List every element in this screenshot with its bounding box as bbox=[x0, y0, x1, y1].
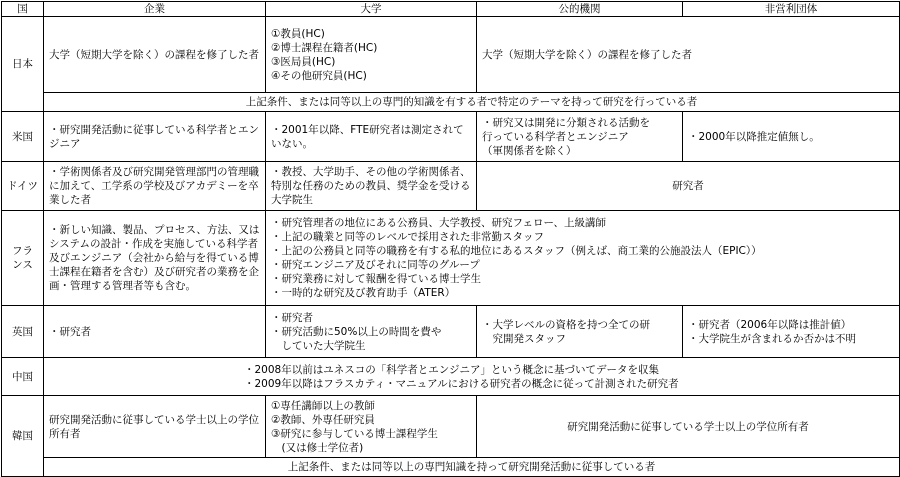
usa-public-line: 行っている科学者とエンジニア bbox=[482, 130, 629, 143]
row-uk bbox=[2, 306, 900, 358]
france-others-line: ・上記の職業と同等のレベルで採用された非常勤スタッフ bbox=[271, 231, 544, 243]
france-others-line: ・研究エンジニア及びそれに同等のグループ bbox=[271, 259, 480, 271]
country-korea: 韓国 bbox=[2, 396, 44, 477]
header-enterprise: 企業 bbox=[44, 2, 266, 17]
usa-public-line: ・研究又は開発に分類される活動を bbox=[482, 116, 650, 129]
france-others-line: ・研究管理者の地位にある公務員、大学教授、研究フェロー、上級講師 bbox=[271, 217, 607, 229]
japan-university-line: ①教員(HC) bbox=[271, 27, 325, 40]
uk-nonprofit bbox=[683, 306, 900, 358]
researcher-definition-table bbox=[1, 1, 900, 477]
country-france: フランス bbox=[2, 211, 44, 306]
row-china bbox=[2, 358, 900, 396]
uk-university-line: ・研究活動に50%以上の時間を費や bbox=[271, 325, 442, 338]
usa-public bbox=[477, 112, 683, 162]
uk-nonprofit-line: ・大学院生が含まれるか否かは不明 bbox=[688, 332, 856, 345]
usa-nonprofit: ・2000年以降推定値無し。 bbox=[683, 112, 900, 162]
country-germany: ドイツ bbox=[2, 162, 44, 211]
china-definition bbox=[44, 358, 900, 396]
france-others bbox=[266, 211, 900, 306]
country-japan: 日本 bbox=[2, 17, 44, 112]
korea-university bbox=[266, 396, 477, 458]
row-japan bbox=[2, 17, 900, 93]
japan-university-line: ④その他研究員(HC) bbox=[271, 69, 367, 82]
china-line: ・2008年以前はユネスコの「科学者とエンジニア」という概念に基づいてデータを収集 bbox=[244, 363, 659, 376]
france-others-line: ・研究業務に対して報酬を得ている博士学生 bbox=[271, 273, 481, 285]
korea-university-line: ③研究に参与している博士課程学生 bbox=[271, 427, 438, 440]
uk-public bbox=[477, 306, 683, 358]
japan-enterprise: 大学（短期大学を除く）の課程を修了した者 bbox=[44, 17, 266, 93]
usa-university: ・2001年以降、FTE研究者は測定されていない。 bbox=[266, 112, 477, 162]
germany-university: ・教授、大学助手、その他の学術関係者、特別な任務のための教員、奨学金を受ける大学院生 bbox=[266, 162, 477, 211]
germany-enterprise: ・学術関係者及び研究開発管理部門の管理職に加えて、工学系の学校及びアカデミーを卒業した者 bbox=[44, 162, 266, 211]
row-korea bbox=[2, 396, 900, 458]
korea-public-nonprofit: 研究開発活動に従事している学士以上の学位所有者 bbox=[477, 396, 900, 458]
header-nonprofit: 非営利団体 bbox=[683, 2, 900, 17]
china-line: ・2009年以降はフラスカティ・マニュアルにおける研究者の概念に従って計測された研究者 bbox=[244, 377, 679, 390]
header-university: 大学 bbox=[266, 2, 477, 17]
japan-university-line: ②博士課程在籍者(HC) bbox=[271, 41, 378, 54]
row-germany bbox=[2, 162, 900, 211]
japan-university bbox=[266, 17, 477, 93]
uk-public-line: ・大学レベルの資格を持つ全ての研 bbox=[482, 318, 650, 331]
header-country: 国 bbox=[2, 2, 44, 17]
korea-university-line: ②教師、外専任研究員 bbox=[271, 413, 375, 426]
row-france bbox=[2, 211, 900, 306]
usa-enterprise: ・研究開発活動に従事している科学者とエンジニア bbox=[44, 112, 266, 162]
row-usa bbox=[2, 112, 900, 162]
uk-university-line: ・研究者 bbox=[271, 311, 313, 324]
country-china: 中国 bbox=[2, 358, 44, 396]
japan-university-line: ③医局員(HC) bbox=[271, 55, 336, 68]
uk-public-line: 究開発スタッフ bbox=[482, 332, 566, 345]
france-others-line: ・一時的な研究及び教育助手（ATER） bbox=[271, 287, 456, 299]
uk-nonprofit-line: ・研究者（2006年以降は推計値） bbox=[688, 318, 852, 331]
korea-university-line: (又は修士学位者) bbox=[271, 441, 364, 454]
france-others-line: ・上記の公務員と同等の職務を有する私的地位にあるスタッフ（例えば、商工業的公施設法人（EPIC）） bbox=[271, 245, 762, 257]
researcher-definition-table-wrap bbox=[1, 1, 899, 473]
france-enterprise: ・新しい知識、製品、プロセス、方法、又はシステムの設計・作成を実施している科学者及びエンジニア（会社から給与を得ている博士課程在籍者を含む）及び研究者の業務を企画・管理する管理者等も含む。 bbox=[44, 211, 266, 306]
uk-enterprise: ・研究者 bbox=[44, 306, 266, 358]
japan-public-nonprofit: 大学（短期大学を除く）の課程を修了した者 bbox=[477, 17, 900, 93]
korea-footer: 上記条件、または同等以上の専門知識を持って研究開発活動に従事している者 bbox=[44, 458, 900, 477]
header-row bbox=[2, 2, 900, 17]
usa-public-line: （軍関係者を除く） bbox=[482, 144, 577, 157]
japan-footer: 上記条件、または同等以上の専門的知識を有する者で特定のテーマを持って研究を行っている者 bbox=[44, 93, 900, 112]
row-japan-footer bbox=[2, 93, 900, 112]
uk-university-line: していた大学院生 bbox=[271, 339, 366, 352]
header-public: 公的機関 bbox=[477, 2, 683, 17]
country-usa: 米国 bbox=[2, 112, 44, 162]
country-uk: 英国 bbox=[2, 306, 44, 358]
korea-university-line: ①専任講師以上の教師 bbox=[271, 399, 375, 412]
uk-university bbox=[266, 306, 477, 358]
germany-public-nonprofit: 研究者 bbox=[477, 162, 900, 211]
korea-enterprise: 研究開発活動に従事している学士以上の学位所有者 bbox=[44, 396, 266, 458]
